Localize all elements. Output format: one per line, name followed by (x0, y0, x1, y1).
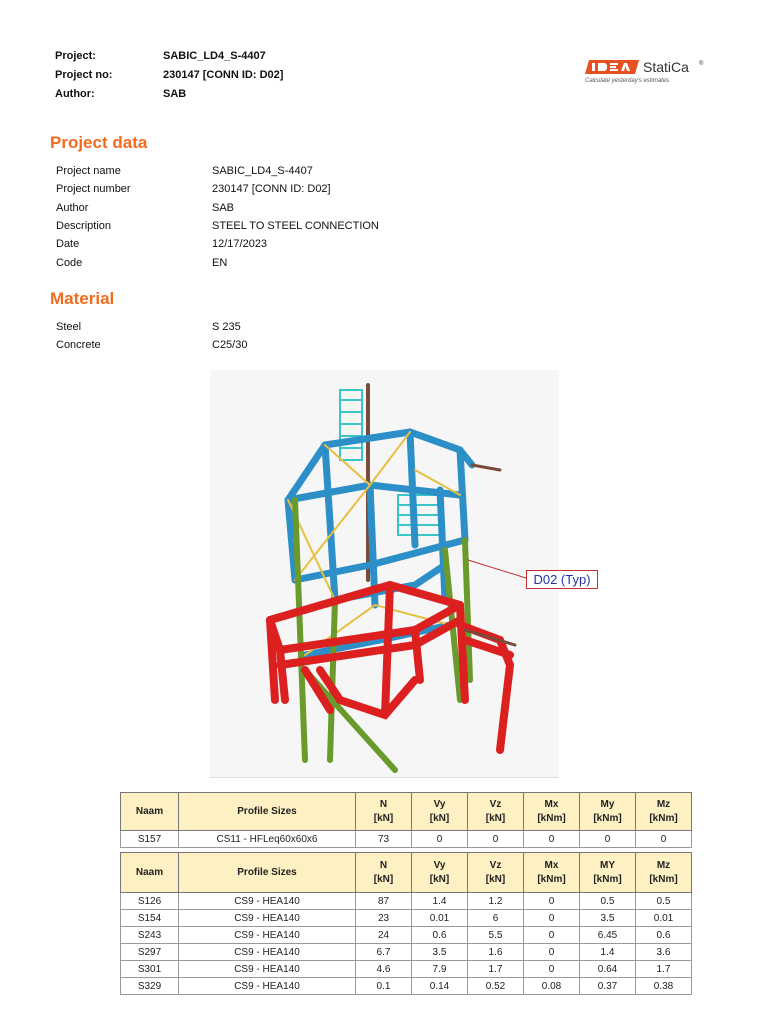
table-cell: 0.64 (580, 961, 636, 978)
table-cell: 0 (524, 927, 580, 944)
table-cell: CS9 - HEA140 (179, 978, 356, 995)
column-header-unit: [kN] (373, 873, 394, 885)
table-cell: 0.14 (412, 978, 468, 995)
table-cell: 0 (524, 831, 580, 848)
column-header (356, 793, 412, 831)
table-row (121, 944, 692, 961)
report-header (55, 46, 283, 103)
table-cell: 0 (524, 961, 580, 978)
table-cell: 0.6 (636, 927, 692, 944)
table-cell: 1.2 (468, 893, 524, 910)
table-cell: 1.7 (468, 961, 524, 978)
column-header-label: Profile Sizes (237, 866, 297, 878)
table-cell: CS9 - HEA140 (179, 927, 356, 944)
column-header-label: Mx (544, 798, 559, 810)
table-cell: CS9 - HEA140 (179, 910, 356, 927)
column-header-label: Vz (489, 859, 502, 871)
table-cell: S329 (121, 978, 179, 995)
column-header-label: Naam (135, 866, 164, 878)
structure-model-image (210, 370, 559, 778)
column-header (580, 793, 636, 831)
table-cell: 0.37 (580, 978, 636, 995)
field-label: Project number (56, 183, 131, 196)
column-header-unit: [kN] (373, 812, 394, 824)
table-cell: 0 (468, 831, 524, 848)
table-cell: 0.5 (580, 893, 636, 910)
table-cell: S243 (121, 927, 179, 944)
field-value: S 235 (212, 321, 241, 334)
table-cell: 73 (356, 831, 412, 848)
table-row (121, 961, 692, 978)
table-cell: CS11 - HFLeq60x60x6 (179, 831, 356, 848)
project-data-row (56, 162, 379, 180)
column-header-label: Vy (433, 859, 446, 871)
column-header (412, 853, 468, 893)
table-cell: 0.6 (412, 927, 468, 944)
column-header (121, 793, 179, 831)
field-label: Project name (56, 165, 121, 178)
table-header-row (121, 853, 692, 893)
material-heading: Material (50, 289, 115, 308)
table-cell: 0.38 (636, 978, 692, 995)
project-data-row (56, 217, 379, 235)
column-header (636, 793, 692, 831)
table-cell: 87 (356, 893, 412, 910)
table-cell: CS9 - HEA140 (179, 944, 356, 961)
table-cell: 0.01 (636, 910, 692, 927)
column-header-unit: [kNm] (537, 873, 566, 885)
column-header (524, 793, 580, 831)
table-cell: 0 (636, 831, 692, 848)
column-header (121, 853, 179, 893)
table-cell: 0.1 (356, 978, 412, 995)
project-data-row (56, 253, 379, 271)
table-cell: S154 (121, 910, 179, 927)
table-cell: S126 (121, 893, 179, 910)
table-cell: 6 (468, 910, 524, 927)
column-header-label: Mx (544, 859, 559, 871)
column-header-unit: [kN] (429, 873, 450, 885)
column-header (580, 853, 636, 893)
field-value: SAB (212, 201, 235, 214)
column-header-unit: [kN] (485, 873, 506, 885)
column-header-unit: [kNm] (593, 812, 622, 824)
project-data-heading: Project data (50, 133, 148, 152)
table-cell: 24 (356, 927, 412, 944)
table-row (121, 910, 692, 927)
project-value: SABIC_LD4_S-4407 (163, 49, 266, 62)
column-header-label: N (379, 798, 388, 810)
svg-text:StatiCa: StatiCa (643, 59, 689, 75)
svg-text:®: ® (699, 61, 704, 67)
column-header-label: Mz (656, 859, 671, 871)
table-row (121, 831, 692, 848)
table-cell: 0 (412, 831, 468, 848)
field-value: EN (212, 256, 228, 269)
column-header-label: N (379, 859, 388, 871)
table-cell: 0.52 (468, 978, 524, 995)
column-header-label: MY (600, 859, 615, 871)
table-cell: 6.45 (580, 927, 636, 944)
column-header (468, 853, 524, 893)
project-data-row (56, 199, 379, 217)
author-label: Author: (55, 87, 95, 100)
column-header-label: My (600, 798, 615, 810)
project-no-label: Project no: (55, 68, 113, 81)
table-cell: CS9 - HEA140 (179, 961, 356, 978)
field-label: Code (56, 256, 83, 269)
table-cell: 1.7 (636, 961, 692, 978)
author-value: SAB (163, 87, 187, 100)
connection-callout: D02 (Typ) (526, 570, 598, 589)
table-cell: S157 (121, 831, 179, 848)
column-header-unit: [kNm] (593, 873, 622, 885)
table-cell: 0 (524, 944, 580, 961)
column-header (179, 853, 356, 893)
field-label: Author (56, 201, 89, 214)
column-header (412, 793, 468, 831)
idea-statica-logo (585, 56, 715, 88)
table-cell: 5.5 (468, 927, 524, 944)
material-list (56, 318, 247, 355)
logo-tagline: Calculate yesterday's estimates (585, 78, 670, 84)
project-label: Project: (55, 49, 96, 62)
column-header-unit: [kNm] (537, 812, 566, 824)
table-cell: 1.4 (412, 893, 468, 910)
table-cell: 0 (524, 910, 580, 927)
table-cell: CS9 - HEA140 (179, 893, 356, 910)
field-label: Steel (56, 321, 82, 334)
field-value: 12/17/2023 (212, 238, 268, 251)
internal-forces-table-2 (120, 852, 692, 995)
table-header-row (121, 793, 692, 831)
project-data-list (56, 162, 379, 272)
table-cell: 6.7 (356, 944, 412, 961)
field-value: 230147 [CONN ID: D02] (212, 183, 331, 196)
table-cell: 0 (580, 831, 636, 848)
table-row (121, 927, 692, 944)
column-header (179, 793, 356, 831)
field-label: Concrete (56, 339, 101, 352)
field-value: STEEL TO STEEL CONNECTION (212, 220, 379, 233)
column-header-label: Naam (135, 805, 164, 817)
column-header-unit: [kNm] (649, 812, 678, 824)
field-label: Description (56, 220, 112, 233)
material-row (56, 318, 247, 336)
field-value: SABIC_LD4_S-4407 (212, 165, 313, 178)
table-cell: 3.5 (412, 944, 468, 961)
table-cell: 1.6 (468, 944, 524, 961)
table-cell: 0 (524, 893, 580, 910)
table-cell: 3.5 (580, 910, 636, 927)
column-header (356, 853, 412, 893)
material-row (56, 336, 247, 354)
table-cell: 0.01 (412, 910, 468, 927)
field-value: C25/30 (212, 339, 248, 352)
column-header (468, 793, 524, 831)
column-header (636, 853, 692, 893)
column-header-label: Vz (489, 798, 502, 810)
column-header-label: Vy (433, 798, 446, 810)
table-cell: 0.5 (636, 893, 692, 910)
column-header-unit: [kN] (429, 812, 450, 824)
table-cell: 23 (356, 910, 412, 927)
table-cell: 7.9 (412, 961, 468, 978)
column-header-unit: [kNm] (649, 873, 678, 885)
project-no-value: 230147 [CONN ID: D02] (163, 68, 284, 81)
table-row (121, 893, 692, 910)
table-cell: 3.6 (636, 944, 692, 961)
table-cell: S297 (121, 944, 179, 961)
project-data-row (56, 235, 379, 253)
column-header-label: Profile Sizes (237, 805, 297, 817)
column-header-unit: [kN] (485, 812, 506, 824)
table-cell: 4.6 (356, 961, 412, 978)
project-data-row (56, 180, 379, 198)
table-cell: S301 (121, 961, 179, 978)
internal-forces-table-1 (120, 792, 692, 848)
column-header-label: Mz (656, 798, 671, 810)
table-row (121, 978, 692, 995)
column-header (524, 853, 580, 893)
table-cell: 1.4 (580, 944, 636, 961)
table-cell: 0.08 (524, 978, 580, 995)
field-label: Date (56, 238, 80, 251)
